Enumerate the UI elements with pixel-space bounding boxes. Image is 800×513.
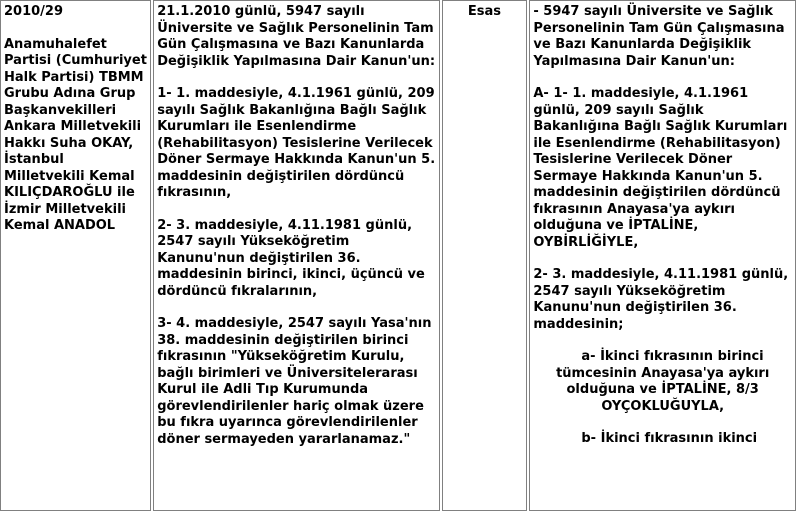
type-cell	[442, 0, 528, 511]
applicant-text: Anamuhalefet Partisi (Cumhuriyet Halk Partisi) TBMM Grubu Adına Grup Başkanvekilleri Ankara Milletvekili Hakkı Suha OKAY, İstanbul Milletvekili Kemal KILIÇDAROĞLU ile İzmir Milletvekili Kemal ANADOL	[4, 36, 147, 233]
decision-a2b-head: b- İkinci fıkrasının ikinci	[581, 431, 758, 446]
decision-cell	[529, 0, 796, 511]
decision-a2a-head: a- İkinci fıkrasının birinci	[581, 349, 764, 364]
case-type: Esas	[467, 4, 501, 19]
spacer	[4, 21, 147, 37]
spacer	[533, 333, 792, 349]
case-number: 2010/29	[4, 4, 64, 19]
subject-item-3: 3- 4. maddesiyle, 2547 sayılı Yasa'nın 38. maddesinin değiştirilen birinci fıkrasının "Yükseköğretim Kurulu, bağlı birimleri ve Üniversitelerarası Kurul ile Adli Tıp Kurumunda görevlendirilenler hariç olmak üzere bu fıkra uyarınca görevlendirilenler döner sermayeden yararlanamaz."	[157, 316, 432, 447]
spacer	[533, 251, 792, 267]
spacer	[157, 300, 435, 316]
decision-intro: - 5947 sayılı Üniversite ve Sağlık Personelinin Tam Gün Çalışmasına ve Bazı Kanunlarda Değişiklik Yapılmasına Dair Kanun'un:	[533, 4, 785, 69]
spacer	[157, 202, 435, 218]
spacer	[157, 70, 435, 86]
decision-a2a-body: tümcesinin Anayasa'ya aykırı olduğuna ve İPTALİNE, 8/3 OYÇOKLUĞUYLA,	[556, 365, 770, 414]
spacer	[533, 415, 792, 431]
subject-intro: 21.1.2010 günlü, 5947 sayılı Üniversite ve Sağlık Personelinin Tam Gün Çalışmasına ve Bazı Kanunlarda Değişiklik Yapılmasına Dair Kanun'un:	[157, 4, 436, 69]
subject-item-2: 2- 3. maddesiyle, 4.11.1981 günlü, 2547 sayılı Yükseköğretim Kanunu'nun değiştirilen 36. maddesinin birinci, ikinci, üçüncü ve dördüncü fıkralarının,	[157, 217, 425, 299]
case-info-cell	[0, 0, 151, 511]
decision-a1: A- 1- 1. maddesiyle, 4.1.1961 günlü, 209 sayılı Sağlık Bakanlığına Bağlı Sağlık Kurumları ile Esenlendirme (Rehabilitasyon) Tesislerine Verilecek Döner Sermaye Hakkında Kanun'un 5. maddesinin değiştirilen dördüncü fıkrasının Anayasa'ya aykırı olduğuna ve İPTALİNE, OYBİRLİĞİYLE,	[533, 86, 788, 250]
decision-a2: 2- 3. maddesiyle, 4.11.1981 günlü, 2547 sayılı Yükseköğretim Kanunu'nun değiştirilen 36. maddesinin;	[533, 267, 789, 332]
subject-cell	[153, 0, 439, 511]
subject-item-1: 1- 1. maddesiyle, 4.1.1961 günlü, 209 sayılı Sağlık Bakanlığına Bağlı Sağlık Kurumları ile Esenlendirme (Rehabilitasyon) Tesislerine Verilecek Döner Sermaye Hakkında Kanun'un 5. maddesinin değiştirilen dördüncü fıkrasının,	[157, 86, 436, 200]
spacer	[533, 70, 792, 86]
